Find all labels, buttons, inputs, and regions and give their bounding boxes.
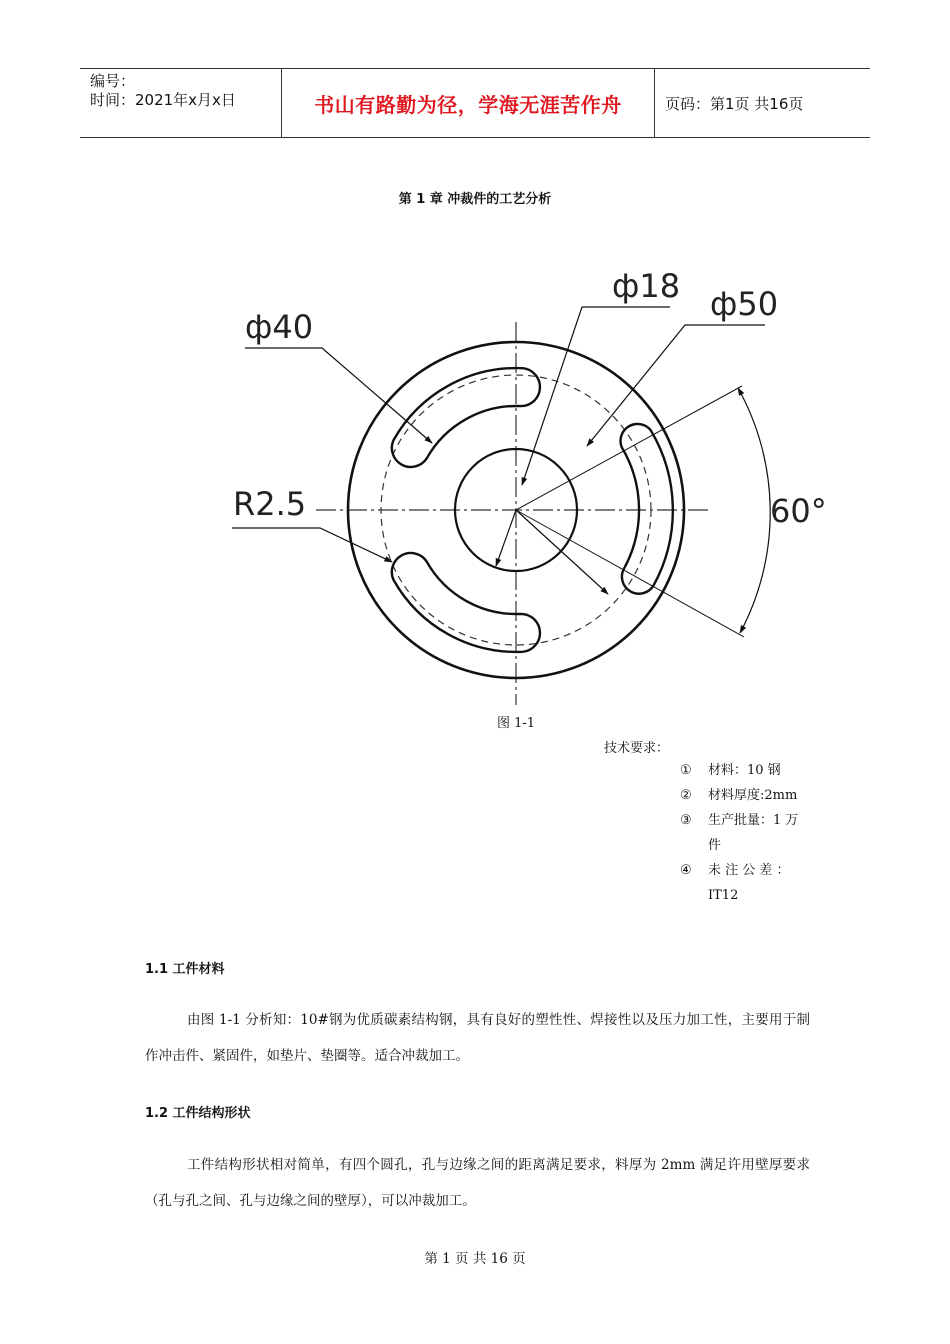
slot-upper-left — [392, 368, 540, 467]
dim-angle: 60° — [770, 492, 827, 530]
requirements-title: 技术要求： — [604, 741, 670, 756]
section-body: 工件结构形状相对简单，有四个圆孔，孔与边缘之间的距离满足要求，料厚为 2mm 满足许用壁厚要求（孔与孔之间、孔与边缘之间的壁厚），可以冲裁加工。 — [145, 1157, 810, 1209]
requirement-number: ② — [680, 788, 692, 803]
section-body: 由图 1-1 分析知：10#钢为优质碳素结构钢，具有良好的塑性性、焊接性以及压力加工性，主要用于制作冲击件、紧固件，如垫片、垫圈等。适合冲裁加工。 — [145, 1012, 810, 1064]
requirement-text: 未 注 公 差 ：IT12 — [708, 863, 790, 903]
phi50-leader — [587, 325, 765, 446]
requirement-item — [680, 783, 818, 808]
requirement-item — [680, 858, 818, 908]
header-motto-cell — [281, 69, 655, 137]
angle-arc — [738, 388, 770, 633]
dimension-leaders — [232, 307, 770, 637]
phi18-leader — [522, 307, 670, 485]
page-header — [80, 68, 870, 138]
header-page-cell — [655, 69, 870, 137]
dim-phi40: ф40 — [245, 308, 314, 346]
slot-lower-left — [392, 553, 540, 652]
phi40-leader — [245, 348, 432, 443]
requirement-item — [680, 758, 818, 783]
dim-r25: R2.5 — [233, 485, 307, 523]
chapter-title: 第 1 章 冲裁件的工艺分析 — [398, 192, 552, 207]
slot-right — [621, 424, 673, 594]
figure-caption: 图 1-1 — [497, 716, 536, 731]
number-label: 编号： — [90, 72, 136, 90]
requirement-number: ④ — [680, 863, 692, 878]
part-drawing — [200, 255, 840, 705]
dim-phi50: ф50 — [710, 285, 779, 323]
angle-ext-upper — [516, 386, 742, 510]
section-heading: 1.1 工件材料 — [145, 962, 225, 977]
angle-ext-lower — [516, 510, 744, 637]
requirement-number: ① — [680, 763, 692, 778]
inner-radius-arrow — [496, 510, 516, 566]
dim-phi18: ф18 — [612, 267, 681, 305]
header-left-cell — [80, 69, 280, 137]
requirement-text: 材料：10 钢 — [708, 763, 781, 778]
requirement-item — [680, 808, 808, 858]
requirement-text: 生产批量：1 万件 — [708, 813, 799, 853]
radius-arrow — [516, 510, 608, 594]
r25-leader — [232, 528, 392, 562]
requirement-text: 材料厚度:2mm — [708, 788, 798, 803]
motto-text: 书山有路勤为径，学海无涯苦作舟 — [314, 92, 622, 117]
page-info: 页码：第1页 共16页 — [665, 94, 804, 113]
requirement-number: ③ — [680, 813, 692, 828]
time-label: 时间：2021年x月x日 — [90, 91, 236, 109]
page-footer: 第 1 页 共 16 页 — [424, 1251, 526, 1267]
section-heading: 1.2 工件结构形状 — [145, 1106, 251, 1121]
